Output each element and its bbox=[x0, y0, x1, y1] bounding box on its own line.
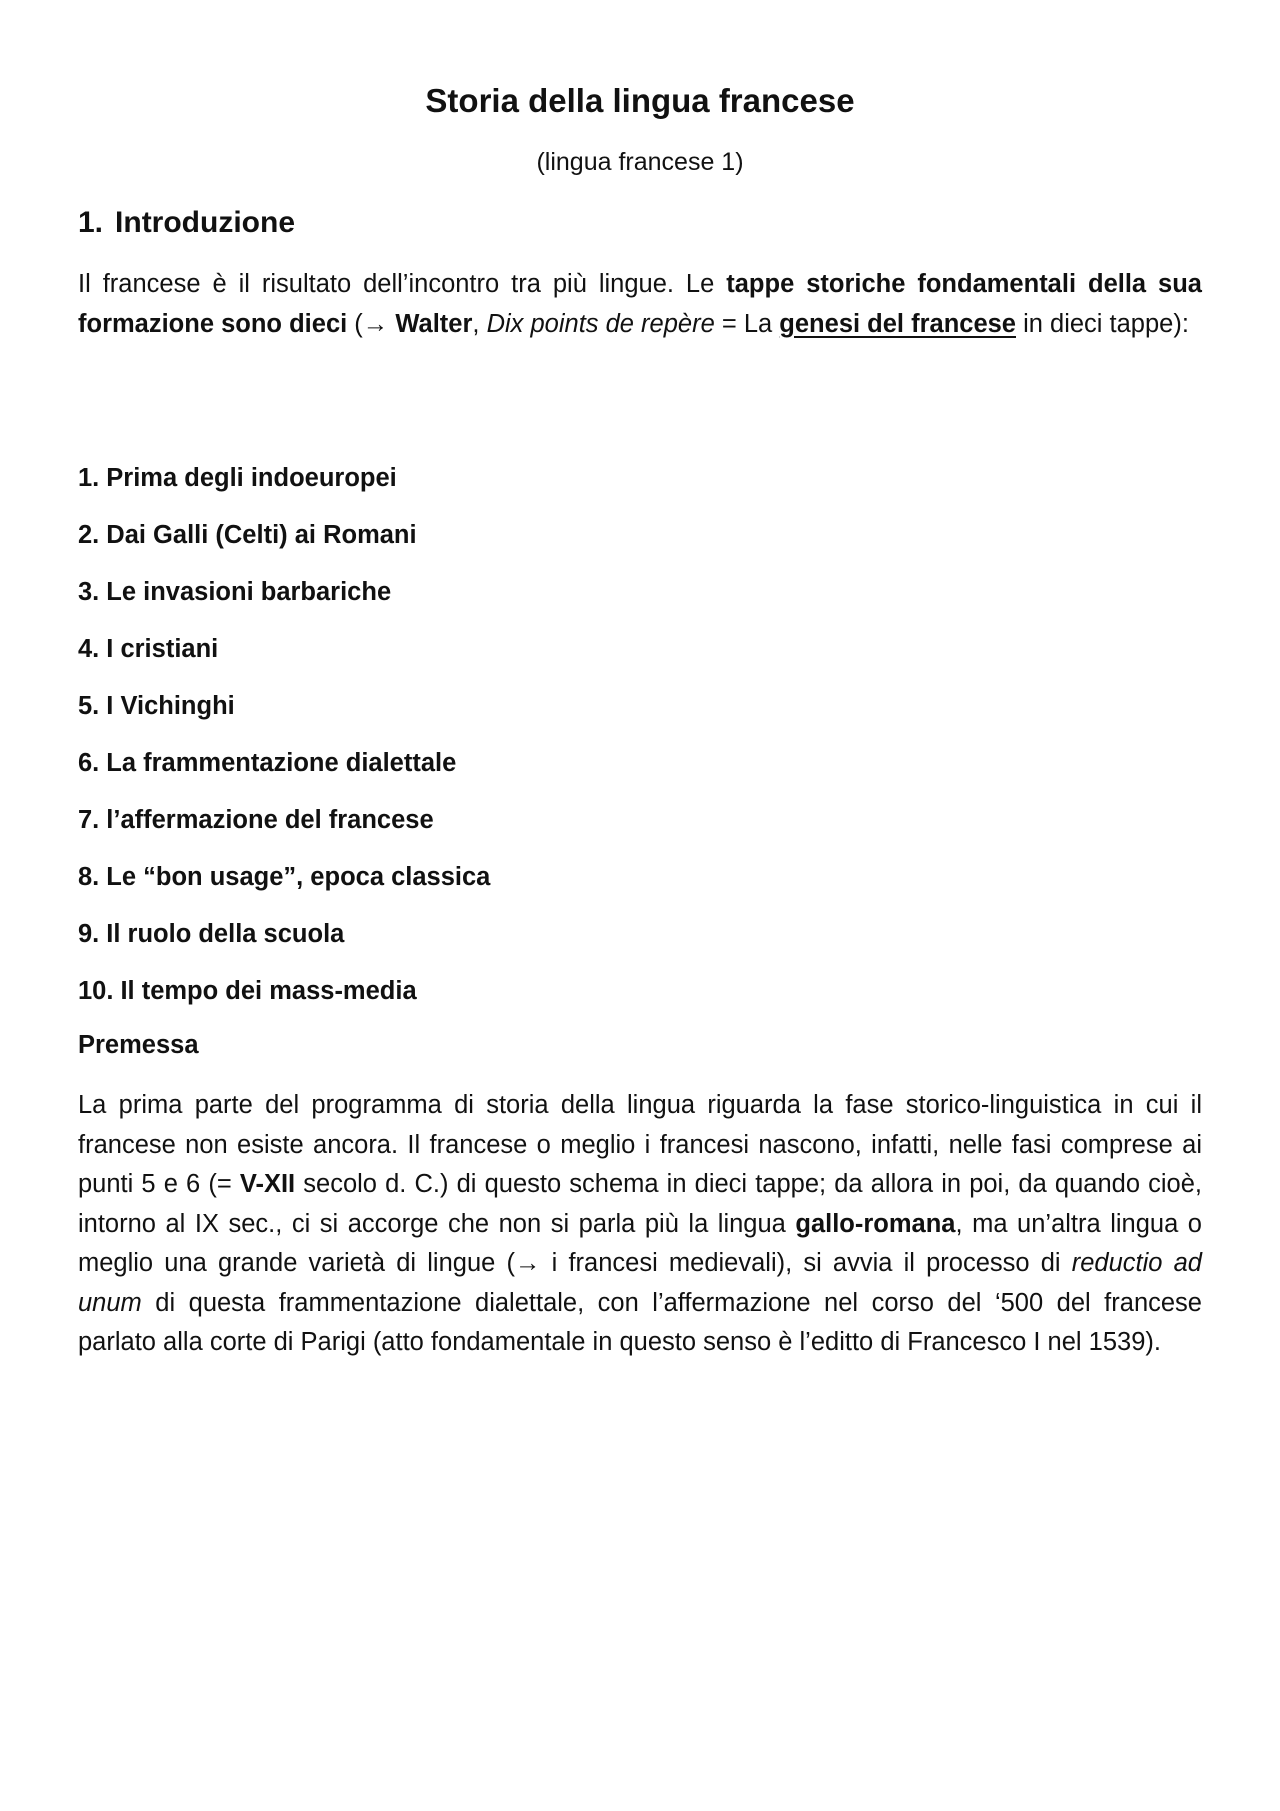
section-heading bbox=[78, 206, 295, 240]
list-item-label: I cristiani bbox=[106, 635, 219, 663]
arrow-symbol: → bbox=[514, 1249, 541, 1277]
list-item-number: 5. bbox=[78, 692, 100, 720]
list-item-label: Il ruolo della scuola bbox=[106, 920, 345, 948]
intro-emphasis: tappe storiche fondamentali della sua formazione sono dieci bbox=[78, 270, 1202, 338]
list-item-number: 2. bbox=[78, 521, 100, 549]
list-item-number: 8. bbox=[78, 863, 100, 891]
list-item bbox=[78, 686, 490, 743]
author-name: Walter bbox=[395, 309, 473, 338]
document-title: Storia della lingua francese bbox=[425, 82, 855, 119]
list-item-number: 4. bbox=[78, 635, 100, 663]
list-item bbox=[78, 572, 490, 629]
intro-text: in dieci tappe): bbox=[1016, 309, 1189, 338]
list-item-label: Le “bon usage”, epoca classica bbox=[106, 863, 491, 891]
list-item bbox=[78, 971, 490, 1028]
genesi-highlight: genesi del francese bbox=[779, 309, 1016, 338]
list-item-label: l’affermazione del francese bbox=[106, 806, 434, 834]
work-title: Dix points de repère bbox=[486, 309, 715, 338]
gallo-romana-emphasis: gallo-romana bbox=[795, 1209, 956, 1238]
list-item bbox=[78, 857, 490, 914]
list-item bbox=[78, 515, 490, 572]
stages-list bbox=[78, 458, 490, 1028]
list-item bbox=[78, 743, 490, 800]
premessa-text: i francesi medievali), si avvia il processo di bbox=[540, 1249, 1072, 1277]
list-item-number: 1. bbox=[78, 464, 100, 492]
list-item-label: Le invasioni barbariche bbox=[106, 578, 392, 606]
section-title: Introduzione bbox=[115, 206, 296, 239]
premessa-text: La prima parte del programma di storia della lingua riguarda la fase storico-linguistica in cui il francese non esiste ancora. Il francese o meglio i francesi nascono, infatti, nelle fasi comprese ai punti 5 e 6 (= bbox=[78, 1091, 1202, 1198]
intro-text: ( bbox=[347, 309, 363, 338]
list-item-label: La frammentazione dialettale bbox=[106, 749, 457, 777]
premessa-paragraph bbox=[78, 1086, 1202, 1363]
list-item-number: 3. bbox=[78, 578, 100, 606]
intro-text: = La bbox=[714, 309, 780, 338]
intro-text: Il francese è il risultato dell’incontro tra più lingue. Le bbox=[78, 270, 727, 298]
list-item-label: Prima degli indoeuropei bbox=[106, 464, 397, 492]
list-item-number: 9. bbox=[78, 920, 100, 948]
premessa-heading: Premessa bbox=[78, 1031, 199, 1059]
intro-text: , bbox=[472, 309, 487, 338]
list-item-number: 6. bbox=[78, 749, 100, 777]
section-number: 1. bbox=[78, 206, 104, 239]
premessa-text: di questa frammentazione dialettale, con l’affermazione nel corso del ‘500 del francese parlato alla corte di Parigi (atto fondamentale in questo senso è l’editto di Francesco I nel 1539). bbox=[78, 1288, 1202, 1356]
list-item bbox=[78, 800, 490, 857]
premessa-text: secolo d. C.) di questo schema in dieci tappe; da allora in poi, da quando cioè, intorno al IX sec., ci si accorge che non si parla più la lingua bbox=[78, 1170, 1202, 1238]
list-item bbox=[78, 914, 490, 971]
list-item-number: 10. bbox=[78, 977, 114, 1005]
arrow-symbol: → bbox=[362, 309, 389, 338]
list-item-label: I Vichinghi bbox=[106, 692, 235, 720]
list-item-label: Il tempo dei mass-media bbox=[120, 977, 417, 1005]
list-item bbox=[78, 458, 490, 515]
centuries-emphasis: V-XII bbox=[239, 1170, 296, 1198]
list-item-label: Dai Galli (Celti) ai Romani bbox=[106, 521, 417, 549]
document-subtitle: (lingua francese 1) bbox=[536, 148, 744, 176]
intro-paragraph bbox=[78, 265, 1202, 344]
list-item bbox=[78, 629, 490, 686]
list-item-number: 7. bbox=[78, 806, 100, 834]
reductio-emphasis: reductio ad unum bbox=[78, 1249, 1202, 1317]
premessa-text: , ma un’altra lingua o meglio una grande varietà di lingue ( bbox=[78, 1209, 1202, 1277]
